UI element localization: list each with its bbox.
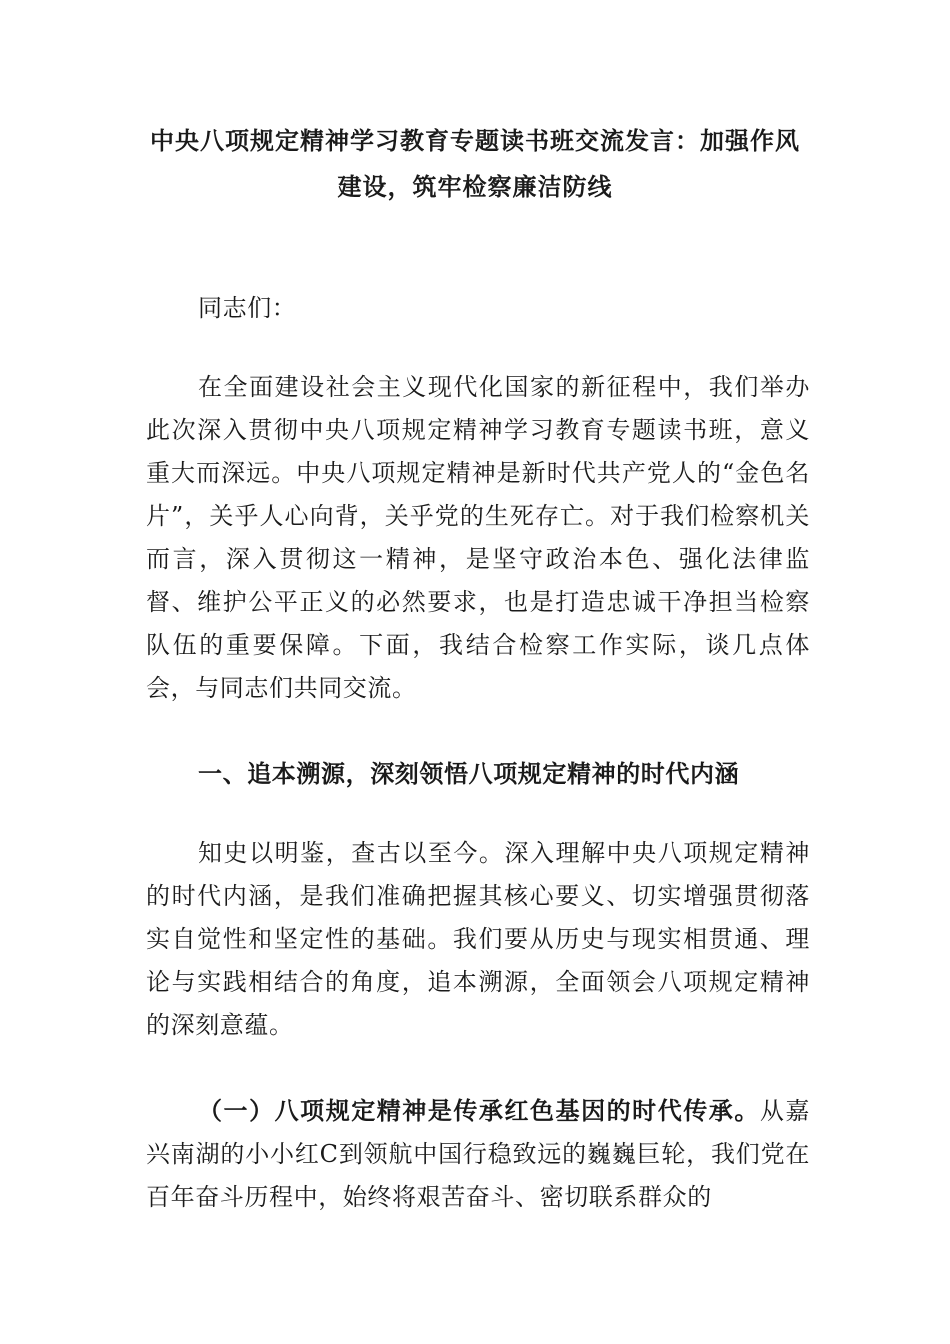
document-title: 中央八项规定精神学习教育专题读书班交流发言：加强作风建设，筑牢检察廉洁防线 [150,126,800,201]
section-1-paragraph: 知史以明鉴，查古以至今。深入理解中央八项规定精神的时代内涵，是我们准确把握其核心要义、切实增强贯彻落实自觉性和坚定性的基础。我们要从历史与现实相贯通、理论与实践相结合的角度，追本溯源，全面领会八项规定精神的深刻意蕴。 [146,839,810,1039]
salutation: 同志们： [198,294,297,322]
subsection-1-paragraph [146,1089,810,1219]
intro-paragraph: 在全面建设社会主义现代化国家的新征程中，我们举办此次深入贯彻中央八项规定精神学习教育专题读书班，意义重大而深远。中央八项规定精神是新时代共产党人的“金色名片”，关乎人心向背，关乎党的生死存亡。对于我们检察机关而言，深入贯彻这一精神，是坚守政治本色、强化法律监督、维护公平正义的必然要求，也是打造忠诚干净担当检察队伍的重要保障。下面，我结合检察工作实际，谈几点体会，与同志们共同交流。 [146,373,810,702]
section-1-heading: 一、追本溯源，深刻领悟八项规定精神的时代内涵 [198,759,740,788]
subsection-1-lead: （一）八项规定精神是传承红色基因的时代传承。 [198,1096,760,1125]
subsection-1-body: 从嘉兴南湖的小小红C到领航中国行稳致远的巍巍巨轮，我们党在百年奋斗历程中，始终将艰苦奋斗、密切联系群众的 [146,1097,810,1211]
